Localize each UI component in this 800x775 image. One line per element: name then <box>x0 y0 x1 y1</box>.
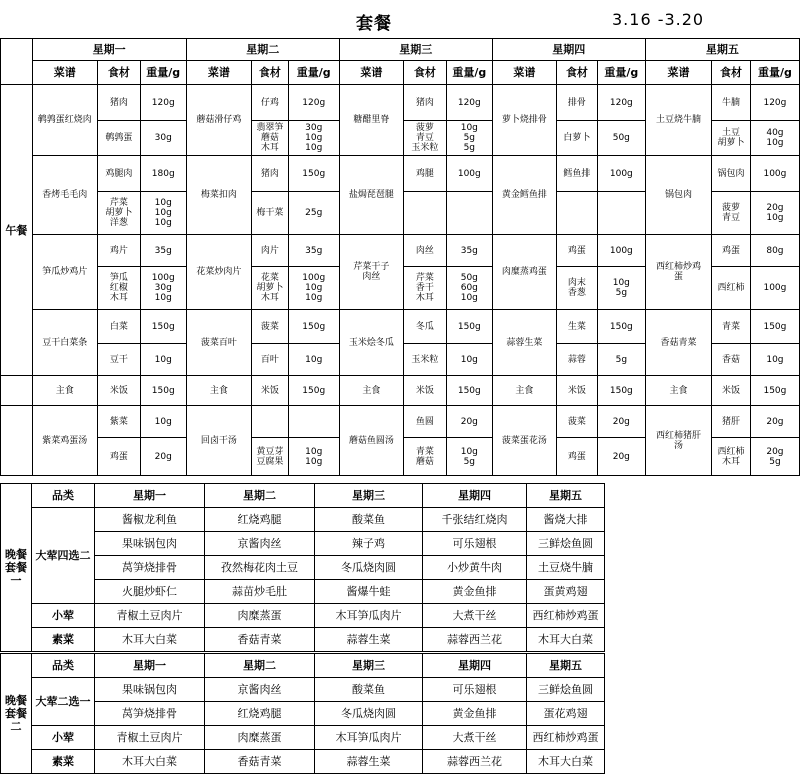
ingredient: 鸡蛋 <box>712 235 751 267</box>
ingredient: 青菜 <box>712 310 751 344</box>
dish-name: 酱爆牛蛙 <box>315 580 423 604</box>
category-small-meat: 小荤 <box>32 604 95 628</box>
weight: 10g 5g 5g <box>446 121 492 156</box>
weight: 20g <box>597 406 645 438</box>
dish-name: 肉糜蒸蛋 <box>205 604 315 628</box>
weight: 10g 5g <box>597 267 645 310</box>
weight: 150g <box>288 310 339 344</box>
weight: 20g <box>446 406 492 438</box>
dish-name: 辣子鸡 <box>315 532 423 556</box>
weight: 100g <box>750 267 799 310</box>
dish-name: 豆干白菜条 <box>32 310 97 376</box>
weight: 10g 10g 10g <box>140 192 186 235</box>
ingredient: 紫菜 <box>97 406 140 438</box>
ingredient: 生菜 <box>557 310 598 344</box>
category-big-meat: 大荤四选二 <box>32 508 95 604</box>
dish-name: 香菇青菜 <box>205 628 315 652</box>
dish-name: 酱椒龙利鱼 <box>95 508 205 532</box>
weight <box>446 192 492 235</box>
weight: 150g <box>446 310 492 344</box>
dish-name: 蛋黄鸡翅 <box>527 580 605 604</box>
weight: 10g <box>140 406 186 438</box>
weight: 100g 30g 10g <box>140 267 186 310</box>
dish-name: 主食 <box>339 376 403 406</box>
lunch-table <box>0 38 800 476</box>
dish-name: 黄金鱼排 <box>423 580 527 604</box>
ingredient: 猪肝 <box>712 406 751 438</box>
dish-name: 梅菜扣肉 <box>186 156 251 235</box>
dish-name: 西红柿炒鸡蛋 <box>527 604 605 628</box>
weight: 180g <box>140 156 186 192</box>
ingredient: 笋瓜 红椒 木耳 <box>97 267 140 310</box>
dish-name: 三鲜烩鱼圆 <box>527 678 605 702</box>
column-header: 重量/g <box>750 61 799 85</box>
ingredient: 鸡腿肉 <box>97 156 140 192</box>
weight: 20g 5g <box>750 438 799 476</box>
column-header: 重量/g <box>597 61 645 85</box>
category-vegetable: 素菜 <box>32 628 95 652</box>
column-header: 菜谱 <box>186 61 251 85</box>
weight: 150g <box>140 376 186 406</box>
dish-name: 可乐翅根 <box>423 678 527 702</box>
day-header: 星期三 <box>315 654 423 678</box>
weight: 10g 5g <box>446 438 492 476</box>
weight: 80g <box>750 235 799 267</box>
dish-name: 肉糜蒸蛋 <box>205 726 315 750</box>
dish-name: 蘑菇鱼圆汤 <box>339 406 403 476</box>
weight: 150g <box>597 310 645 344</box>
ingredient: 牛腩 <box>712 85 751 121</box>
dinner-label: 晚餐 套餐 一 <box>1 484 32 652</box>
ingredient: 芹菜 香干 木耳 <box>404 267 447 310</box>
weight: 20g <box>140 438 186 476</box>
column-header: 食材 <box>404 61 447 85</box>
weight: 40g 10g <box>750 121 799 156</box>
dish-name: 孜然梅花肉土豆 <box>205 556 315 580</box>
dish-name: 火腿炒虾仁 <box>95 580 205 604</box>
dish-name: 紫菜鸡蛋汤 <box>32 406 97 476</box>
dish-name: 蒜苗炒毛肚 <box>205 580 315 604</box>
category-small-meat: 小荤 <box>32 726 95 750</box>
column-header: 菜谱 <box>645 61 711 85</box>
ingredient: 菠菜 <box>557 406 598 438</box>
weight: 120g <box>288 85 339 121</box>
day-header: 星期五 <box>645 39 799 61</box>
dish-name: 酸菜鱼 <box>315 678 423 702</box>
dish-name: 主食 <box>186 376 251 406</box>
weight: 10g <box>446 344 492 376</box>
ingredient: 白菜 <box>97 310 140 344</box>
ingredient: 鹌鹑蛋 <box>97 121 140 156</box>
ingredient: 百叶 <box>251 344 288 376</box>
column-header: 菜谱 <box>492 61 556 85</box>
ingredient: 梅干菜 <box>251 192 288 235</box>
ingredient: 黄豆芽 豆腐果 <box>251 438 288 476</box>
ingredient: 菠萝 青豆 玉米粒 <box>404 121 447 156</box>
day-header: 星期二 <box>205 654 315 678</box>
dish-name: 西红柿炒鸡 蛋 <box>645 235 711 310</box>
dish-name: 小炒黄牛肉 <box>423 556 527 580</box>
dish-name: 木耳笋瓜肉片 <box>315 604 423 628</box>
ingredient: 鸡蛋 <box>557 438 598 476</box>
dish-name: 回卤干汤 <box>186 406 251 476</box>
dish-name: 肉糜蒸鸡蛋 <box>492 235 556 310</box>
day-header: 星期四 <box>423 654 527 678</box>
category-header: 品类 <box>32 484 95 508</box>
dish-name: 土豆烧牛腩 <box>645 85 711 156</box>
ingredient: 鸡蛋 <box>557 235 598 267</box>
dish-name: 主食 <box>645 376 711 406</box>
dish-name: 蒜蓉西兰花 <box>423 750 527 774</box>
dish-name: 黄金鱼排 <box>423 702 527 726</box>
ingredient: 米饭 <box>712 376 751 406</box>
dish-name: 蛋花鸡翅 <box>527 702 605 726</box>
ingredient <box>557 192 598 235</box>
dish-name: 主食 <box>32 376 97 406</box>
category-big-meat: 大荤二选一 <box>32 678 95 726</box>
ingredient: 米饭 <box>404 376 447 406</box>
day-header: 星期五 <box>527 484 605 508</box>
weight: 120g <box>140 85 186 121</box>
dish-name: 莴笋烧排骨 <box>95 702 205 726</box>
weight: 35g <box>446 235 492 267</box>
weight <box>597 192 645 235</box>
dish-name: 三鲜烩鱼圆 <box>527 532 605 556</box>
ingredient: 猪肉 <box>404 85 447 121</box>
day-header: 星期三 <box>339 39 492 61</box>
weight: 100g <box>446 156 492 192</box>
ingredient: 锅包肉 <box>712 156 751 192</box>
date-range: 3.16 -3.20 <box>612 10 705 29</box>
dish-name: 果味锅包肉 <box>95 678 205 702</box>
weight: 150g <box>446 376 492 406</box>
weight: 30g 10g 10g <box>288 121 339 156</box>
weight: 25g <box>288 192 339 235</box>
weight: 5g <box>597 344 645 376</box>
day-header: 星期五 <box>527 654 605 678</box>
dish-name: 蒜蓉生菜 <box>492 310 556 376</box>
day-header: 星期四 <box>423 484 527 508</box>
weight: 20g 10g <box>750 192 799 235</box>
ingredient: 冬瓜 <box>404 310 447 344</box>
dish-name: 香菇青菜 <box>205 750 315 774</box>
dish-name: 青椒土豆肉片 <box>95 726 205 750</box>
dish-name: 西红柿炒鸡蛋 <box>527 726 605 750</box>
category-vegetable: 素菜 <box>32 750 95 774</box>
dinner-label: 晚餐 套餐 二 <box>1 654 32 774</box>
dish-name: 冬瓜烧肉圆 <box>315 702 423 726</box>
ingredient: 鱼圆 <box>404 406 447 438</box>
dish-name: 莴笋烧排骨 <box>95 556 205 580</box>
weight: 100g <box>597 156 645 192</box>
ingredient <box>404 192 447 235</box>
ingredient: 蒜蓉 <box>557 344 598 376</box>
dish-name: 香烤毛毛肉 <box>32 156 97 235</box>
weight: 100g <box>597 235 645 267</box>
ingredient: 米饭 <box>97 376 140 406</box>
ingredient: 肉丝 <box>404 235 447 267</box>
ingredient: 鸡蛋 <box>97 438 140 476</box>
dish-name: 笋瓜炒鸡片 <box>32 235 97 310</box>
side-blank <box>1 406 33 476</box>
dish-name: 青椒土豆肉片 <box>95 604 205 628</box>
dish-name: 蒜蓉西兰花 <box>423 628 527 652</box>
dish-name: 千张结红烧肉 <box>423 508 527 532</box>
ingredient: 肉片 <box>251 235 288 267</box>
day-header: 星期四 <box>492 39 645 61</box>
dish-name: 酸菜鱼 <box>315 508 423 532</box>
weight: 100g <box>750 156 799 192</box>
ingredient: 豆干 <box>97 344 140 376</box>
ingredient: 米饭 <box>557 376 598 406</box>
weight: 10g 10g <box>288 438 339 476</box>
weight: 150g <box>288 156 339 192</box>
ingredient: 香菇 <box>712 344 751 376</box>
dish-name: 京酱肉丝 <box>205 678 315 702</box>
weight: 35g <box>288 235 339 267</box>
dish-name: 红烧鸡腿 <box>205 702 315 726</box>
column-header: 食材 <box>557 61 598 85</box>
column-header: 菜谱 <box>32 61 97 85</box>
dish-name: 花菜炒肉片 <box>186 235 251 310</box>
column-header: 重量/g <box>288 61 339 85</box>
dish-name: 木耳大白菜 <box>527 750 605 774</box>
column-header: 食材 <box>712 61 751 85</box>
dish-name: 木耳大白菜 <box>527 628 605 652</box>
corner-cell <box>1 39 33 85</box>
dish-name: 酱烧大排 <box>527 508 605 532</box>
dish-name: 蒜蓉生菜 <box>315 750 423 774</box>
ingredient: 翡翠笋 蘑菇 木耳 <box>251 121 288 156</box>
ingredient: 鸡片 <box>97 235 140 267</box>
ingredient: 西红柿 木耳 <box>712 438 751 476</box>
ingredient: 土豆 胡萝卜 <box>712 121 751 156</box>
dish-name: 黄金鳕鱼排 <box>492 156 556 235</box>
ingredient: 菠萝 青豆 <box>712 192 751 235</box>
ingredient: 鳕鱼排 <box>557 156 598 192</box>
day-header: 星期一 <box>95 484 205 508</box>
column-header: 食材 <box>97 61 140 85</box>
dish-name: 菠菜蛋花汤 <box>492 406 556 476</box>
dish-name: 盐焗琵琶腿 <box>339 156 403 235</box>
weight: 30g <box>140 121 186 156</box>
dinner-set-1-table <box>0 483 605 652</box>
dish-name: 可乐翅根 <box>423 532 527 556</box>
weight: 120g <box>750 85 799 121</box>
weight: 10g <box>288 344 339 376</box>
dish-name: 果味锅包肉 <box>95 532 205 556</box>
weight: 150g <box>750 310 799 344</box>
dish-name: 木耳大白菜 <box>95 628 205 652</box>
weight: 150g <box>597 376 645 406</box>
dish-name: 玉米烩冬瓜 <box>339 310 403 376</box>
dish-name: 木耳笋瓜肉片 <box>315 726 423 750</box>
dish-name: 冬瓜烧肉圆 <box>315 556 423 580</box>
dish-name: 蒜蓉生菜 <box>315 628 423 652</box>
title-bar <box>0 0 800 38</box>
dish-name: 主食 <box>492 376 556 406</box>
column-header: 重量/g <box>140 61 186 85</box>
ingredient: 菠菜 <box>251 310 288 344</box>
ingredient: 排骨 <box>557 85 598 121</box>
ingredient: 猪肉 <box>97 85 140 121</box>
ingredient: 白萝卜 <box>557 121 598 156</box>
dinner-set-2-table <box>0 653 605 774</box>
ingredient: 芹菜 胡萝卜 洋葱 <box>97 192 140 235</box>
day-header: 星期三 <box>315 484 423 508</box>
weight: 120g <box>446 85 492 121</box>
weight: 150g <box>288 376 339 406</box>
dish-name: 西红柿猪肝 汤 <box>645 406 711 476</box>
weight: 20g <box>597 438 645 476</box>
column-header: 菜谱 <box>339 61 403 85</box>
weight: 150g <box>140 310 186 344</box>
weight: 50g <box>597 121 645 156</box>
dish-name: 菠菜百叶 <box>186 310 251 376</box>
weight <box>288 406 339 438</box>
ingredient: 肉末 香葱 <box>557 267 598 310</box>
dish-name: 锅包肉 <box>645 156 711 235</box>
ingredient: 米饭 <box>251 376 288 406</box>
weight: 20g <box>750 406 799 438</box>
weight: 10g <box>140 344 186 376</box>
dish-name: 香菇青菜 <box>645 310 711 376</box>
day-header: 星期一 <box>32 39 186 61</box>
ingredient: 玉米粒 <box>404 344 447 376</box>
page-title: 套餐 <box>356 14 392 34</box>
ingredient: 仔鸡 <box>251 85 288 121</box>
dish-name: 萝卜烧排骨 <box>492 85 556 156</box>
weight: 35g <box>140 235 186 267</box>
dish-name: 大煮干丝 <box>423 604 527 628</box>
day-header: 星期一 <box>95 654 205 678</box>
column-header: 重量/g <box>446 61 492 85</box>
ingredient: 青菜 蘑菇 <box>404 438 447 476</box>
ingredient <box>251 406 288 438</box>
day-header: 星期二 <box>205 484 315 508</box>
weight: 50g 60g 10g <box>446 267 492 310</box>
dish-name: 糖醋里脊 <box>339 85 403 156</box>
ingredient: 花菜 胡萝卜 木耳 <box>251 267 288 310</box>
dish-name: 京酱肉丝 <box>205 532 315 556</box>
day-header: 星期二 <box>186 39 339 61</box>
ingredient: 猪肉 <box>251 156 288 192</box>
dish-name: 红烧鸡腿 <box>205 508 315 532</box>
side-blank <box>1 376 33 406</box>
ingredient: 鸡腿 <box>404 156 447 192</box>
dish-name: 木耳大白菜 <box>95 750 205 774</box>
dish-name: 大煮干丝 <box>423 726 527 750</box>
weight: 10g <box>750 344 799 376</box>
dish-name: 土豆烧牛腩 <box>527 556 605 580</box>
ingredient: 西红柿 <box>712 267 751 310</box>
weight: 120g <box>597 85 645 121</box>
lunch-label: 午餐 <box>1 85 33 376</box>
dish-name: 蘑菇滑仔鸡 <box>186 85 251 156</box>
column-header: 食材 <box>251 61 288 85</box>
category-header: 品类 <box>32 654 95 678</box>
dish-name: 芹菜干子 肉丝 <box>339 235 403 310</box>
dish-name: 鹌鹑蛋红烧肉 <box>32 85 97 156</box>
weight: 150g <box>750 376 799 406</box>
weight: 100g 10g 10g <box>288 267 339 310</box>
